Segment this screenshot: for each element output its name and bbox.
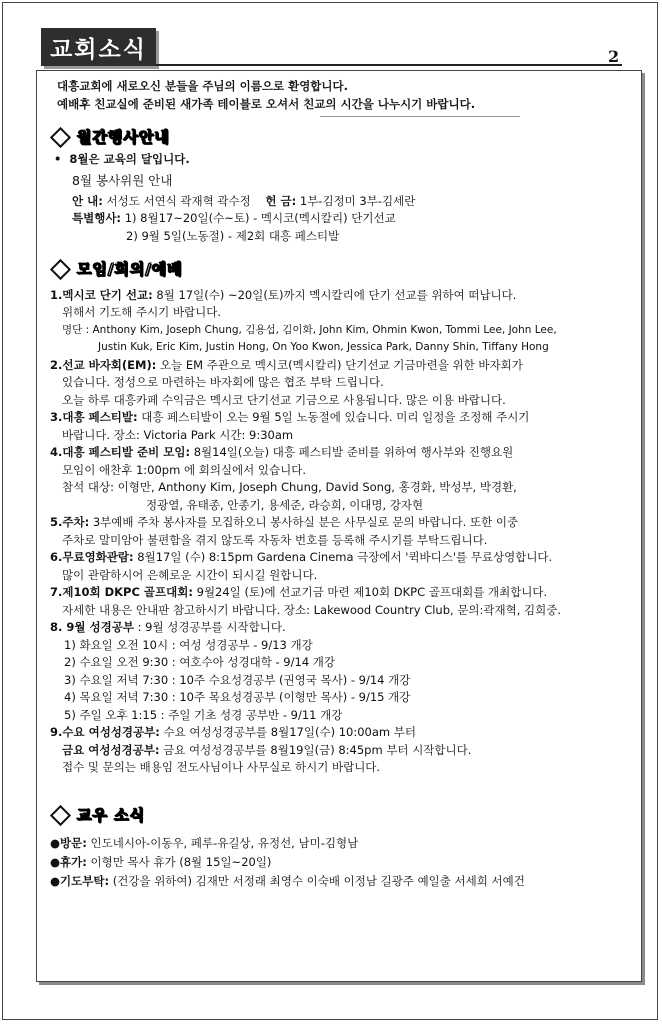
meeting-line: 1) 화요일 오전 10시 : 여성 성경공부 - 9/13 개강 xyxy=(64,637,313,652)
meeting-line: 접수 및 문의는 배용임 전도사님이나 사무실로 하시기 바랍니다. xyxy=(62,760,381,774)
meeting-line: 바랍니다. 장소: Victoria Park 시간: 9:30am xyxy=(62,427,294,442)
meeting-line: 8. 9월 성경공부 : 9월 성경공부를 시작합니다. xyxy=(50,620,286,634)
special-events-1: 특별행사: 1) 8월17~20일(수~토) - 멕시코(멕시칼리) 단기선교 xyxy=(72,211,396,225)
diamond-icon xyxy=(50,127,71,148)
diamond-icon xyxy=(50,805,71,826)
bulletin-content xyxy=(50,78,630,891)
meeting-line: 7.제10회 DKPC 골프대회: 9월24일 (토)에 선교기금 마련 제10회 DKPC 골프대회를 개최합니다. xyxy=(50,585,548,599)
meeting-line: 많이 관람하시어 은혜로운 시간이 되시길 원합니다. xyxy=(62,567,318,582)
meeting-line: 3) 수요일 저녁 7:30 : 10주 수요성경공부 (권영국 목사) - 9/14 개강 xyxy=(64,672,411,687)
meetings-heading xyxy=(50,261,630,279)
section-header-tab: 교회소식 xyxy=(41,28,156,66)
meeting-line: 자세한 내용은 안내판 참고하시기 바랍니다. 장소: Lakewood Country Club, 문의:곽재혁, 김희중. xyxy=(62,602,562,617)
intro-divider xyxy=(320,116,520,117)
monthly-events-title: 월간행사안내 xyxy=(77,128,170,146)
meeting-line: 주차로 말미암아 불편함을 겪지 않도록 자동차 번호를 등록해 주시기를 부탁드립니다. xyxy=(62,532,488,547)
intro-line-2: 예배후 친교실에 준비된 새가족 테이블로 오셔서 친교의 시간을 나누시기 바랍니다. xyxy=(57,96,476,111)
meeting-line: 명단 : Anthony Kim, Joseph Chung, 김용섭, 김이화, John Kim, Ohmin Kwon, Tommi Lee, John Lee, xyxy=(62,323,557,336)
meeting-line: 3.대흥 페스티발: 대흥 페스티발이 오는 9월 5일 노동절에 있습니다. 미리 일정을 조정해 주시기 xyxy=(50,410,530,424)
special-events-2: 2) 9월 5일(노동절) - 제2회 대흥 페스티발 xyxy=(126,228,340,243)
members-heading xyxy=(50,807,630,825)
meeting-line: 모임이 애찬후 1:00pm 에 회의실에서 있습니다. xyxy=(62,462,307,477)
meeting-line: 2.선교 바자회(EM): 오늘 EM 주관으로 멕시코(멕시칼리) 단기선교 기금마련을 위한 바자회가 xyxy=(50,357,523,372)
diamond-icon xyxy=(50,259,71,280)
meeting-line: 1.멕시코 단기 선교: 8월 17일(수) ~20일(토)까지 멕시칼리에 단기 선교를 위하여 떠납니다. xyxy=(50,287,517,302)
meeting-line: 금요 여성성경공부: 금요 여성성경공부를 8월19일(금) 8:45pm 부터 시작합니다. xyxy=(62,742,472,757)
meeting-line: 5) 주일 오후 1:15 : 주일 기초 성경 공부반 - 9/11 개강 xyxy=(64,707,343,722)
volunteers-guide: 안 내: 서성도 서연식 곽재혁 곽수정 헌 금: 1부-김정미 3부-김세란 xyxy=(72,193,416,208)
meeting-line: 6.무료영화관람: 8월17일 (수) 8:15pm Gardena Cinema 극장에서 '퀵바디스'를 무료상영합니다. xyxy=(50,550,553,564)
monthly-events-heading xyxy=(50,129,630,147)
member-news-line: ●기도부탁: (건강을 위하여) 김재만 서정래 최영수 이숙배 이정남 길광주 예일출 서세희 서예건 xyxy=(50,874,525,888)
page-number: 2 xyxy=(608,47,620,66)
meeting-line: 있습니다. 정성으로 마련하는 바자회에 많은 협조 부탁 드립니다. xyxy=(62,375,384,389)
meeting-line: 정광열, 유태종, 안종기, 용세준, 라승희, 이대명, 강자현 xyxy=(146,497,424,512)
meeting-line: 2) 수요일 오전 9:30 : 여호수아 성경대학 - 9/14 개강 xyxy=(64,655,336,669)
intro-line-1: 대흥교회에 새로오신 분들을 주님의 이름으로 환영합니다. xyxy=(57,79,349,93)
meeting-line: 9.수요 여성성경공부: 수요 여성성경공부를 8월17일(수) 10:00am 부터 xyxy=(50,725,416,739)
meeting-line: 4) 목요일 저녁 7:30 : 10주 목요성경공부 (이형만 목사) - 9/15 개강 xyxy=(64,690,411,704)
meetings-title: 모임/회의/예배 xyxy=(77,260,183,278)
meetings-list xyxy=(50,287,630,777)
meeting-line: 오늘 하루 대흥카페 수익금은 멕시코 단기선교 기금으로 사용됩니다. 많은 이용 바랍니다. xyxy=(62,392,506,407)
meeting-line: 위해서 기도해 주시기 바랍니다. xyxy=(62,305,222,319)
members-list xyxy=(50,834,630,891)
bullet-dot-icon: • xyxy=(54,151,70,166)
volunteers-title: 8월 봉사위원 안내 xyxy=(72,173,173,188)
members-title: 교우 소식 xyxy=(77,805,146,824)
meeting-line: Justin Kuk, Eric Kim, Justin Hong, On Yoo Kwon, Jessica Park, Danny Shin, Tiffany Hong xyxy=(98,341,549,353)
member-news-line: ●방문: 인도네시아-이동우, 페루-유길상, 유정선, 남미-김형남 xyxy=(50,836,359,850)
header-rule xyxy=(156,64,622,66)
member-news-line: ●휴가: 이형만 목사 휴가 (8월 15일~20일) xyxy=(50,855,272,869)
meeting-line: 5.주차: 3부예배 주차 봉사자를 모집하오니 봉사하실 분은 사무실로 문의 바랍니다. 또한 이중 xyxy=(50,515,519,529)
meeting-line: 4.대흥 페스티발 준비 모임: 8월14일(오늘) 대흥 페스티발 준비를 위하여 행사부와 진행요원 xyxy=(50,445,514,459)
meeting-line: 참석 대상: 이형만, Anthony Kim, Joseph Chung, David Song, 홍경화, 박성부, 박경환, xyxy=(62,480,517,494)
education-month-bullet: • 8월은 교육의 달입니다. xyxy=(54,151,190,166)
